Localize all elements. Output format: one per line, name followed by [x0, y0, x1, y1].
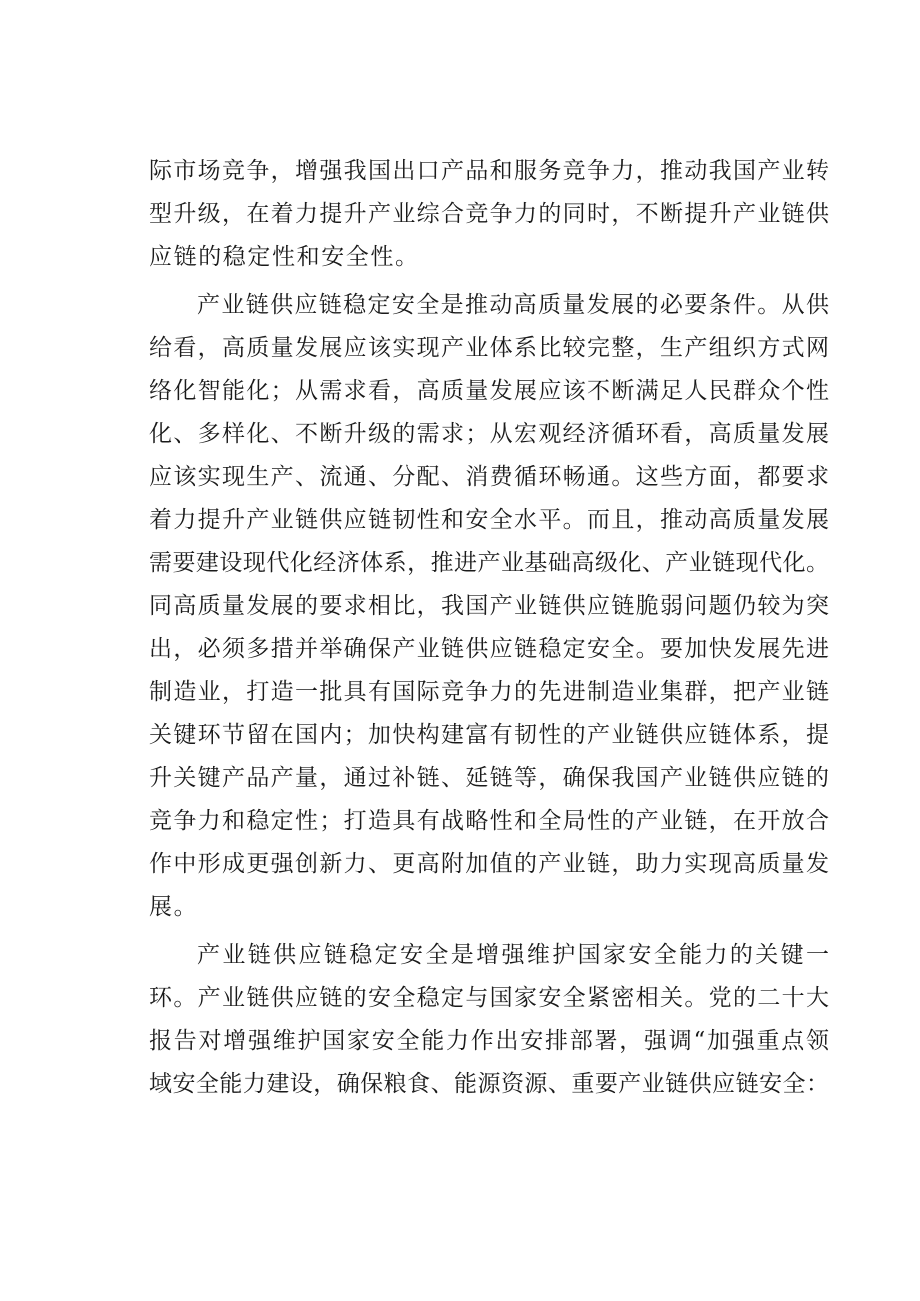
text-line: 着力提升产业链供应链韧性和安全水平。而且，推动高质量发展	[149, 507, 829, 533]
text-line: 型升级，在着力提升产业综合竞争力的同时，不断提升产业链供	[149, 201, 829, 227]
text-line: 升关键产品产量，通过补链、延链等，确保我国产业链供应链的	[149, 765, 829, 791]
text-line: 应链的稳定性和安全性。	[149, 244, 420, 270]
text-line: 产业链供应链稳定安全是增强维护国家安全能力的关键一	[197, 942, 829, 968]
text-line: 需要建设现代化经济体系，推进产业基础高级化、产业链现代化。	[149, 550, 829, 576]
text-line: 产业链供应链稳定安全是推动高质量发展的必要条件。从供	[197, 292, 829, 318]
text-line: 际市场竞争，增强我国出口产品和服务竞争力，推动我国产业转	[149, 158, 829, 184]
document-page	[149, 150, 829, 1106]
text-line: 化、多样化、不断升级的需求；从宏观经济循环看，高质量发展	[149, 421, 829, 447]
text-line: 竞争力和稳定性；打造具有战略性和全局性的产业链，在开放合	[149, 808, 829, 834]
text-line: 环。产业链供应链的安全稳定与国家安全紧密相关。党的二十大	[149, 985, 829, 1011]
text-line: 同高质量发展的要求相比，我国产业链供应链脆弱问题仍较为突	[149, 593, 829, 619]
text-line: 给看，高质量发展应该实现产业体系比较完整，生产组织方式网	[149, 335, 829, 361]
paragraph-2	[149, 284, 829, 929]
text-line: 报告对增强维护国家安全能力作出安排部署，强调“加强重点领	[149, 1028, 829, 1054]
text-line: 关键环节留在国内；加快构建富有韧性的产业链供应链体系，提	[149, 722, 829, 748]
text-line: 域安全能力建设，确保粮食、能源资源、重要产业链供应链安全：	[149, 1071, 829, 1097]
text-line: 制造业，打造一批具有国际竞争力的先进制造业集群，把产业链	[149, 679, 829, 705]
text-line: 展。	[149, 894, 199, 920]
text-line: 络化智能化；从需求看，高质量发展应该不断满足人民群众个性	[149, 378, 829, 404]
text-line: 应该实现生产、流通、分配、消费循环畅通。这些方面，都要求	[149, 464, 829, 490]
paragraph-1	[149, 150, 829, 279]
text-line: 出，必须多措并举确保产业链供应链稳定安全。要加快发展先进	[149, 636, 829, 662]
paragraph-3	[149, 934, 829, 1106]
text-line: 作中形成更强创新力、更高附加值的产业链，助力实现高质量发	[149, 851, 829, 877]
